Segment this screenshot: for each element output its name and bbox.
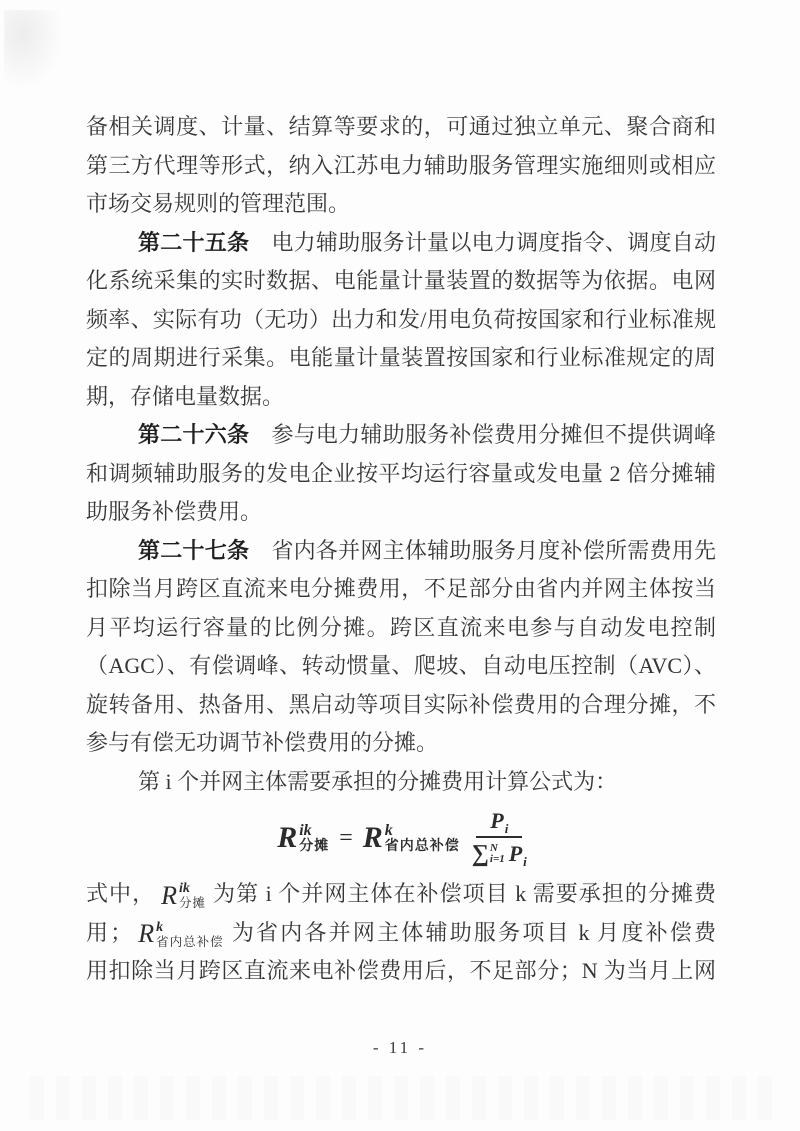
text-line [86, 686, 716, 725]
text-line [86, 378, 716, 417]
denominator-p-base: P [508, 841, 523, 866]
text-line [86, 724, 716, 763]
text-line [86, 339, 716, 378]
inline-math-base: R [161, 880, 177, 910]
body-text: 旋转备用、热备用、黑启动等项目实际补偿费用的合理分摊，不 [86, 691, 716, 717]
body-text: 省内各并网主体辅助服务月度补偿所需费用先 [249, 537, 716, 563]
summation-term [472, 842, 505, 866]
article-heading-text: 第二十六条 [138, 422, 250, 447]
body-text: 市场交易规则的管理范围。 [86, 191, 351, 216]
body-text: 定的周期进行采集。电能量计量装置按国家和行业标准规定的周 [86, 345, 716, 370]
body-text: 第三方代理等形式，纳入江苏电力辅助服务管理实施细则或相应 [86, 152, 716, 178]
body-text: 频率、实际有功（无功）出力和发/用电负荷按国家和行业标准规 [86, 306, 716, 332]
paragraph-lines-after-formula [86, 875, 716, 991]
formula-lhs-subscript: 分摊 [299, 838, 330, 854]
body-text: 为省内各并网主体辅助服务项目 k 月度补偿费 [229, 919, 716, 945]
numerator-p-base: P [490, 808, 504, 833]
sigma-symbol: ∑ [471, 841, 489, 867]
denominator-p-term [508, 841, 527, 869]
formula-rhs-scripts [385, 823, 460, 854]
text-line [86, 914, 716, 953]
numerator-p-subscript: i [504, 821, 509, 836]
inline-math-scripts [179, 882, 206, 910]
body-text: 备相关调度、计量、结算等要求的，可通过独立单元、聚合商和 [86, 114, 716, 139]
scan-artifact-smudge [4, 10, 64, 90]
body-text: 月平均运行容量的比例分摊。跨区直流来电参与自动发电控制 [86, 614, 716, 640]
body-text: 扣除当月跨区直流来电分摊费用，不足部分由省内并网主体按当 [86, 576, 716, 601]
formula-lhs-variable [277, 823, 329, 854]
body-text: 化系统采集的实时数据、电能量计量装置的数据等为依据。电网 [86, 268, 716, 293]
text-line [86, 647, 716, 686]
body-text: 参与电力辅助服务补偿费用分摊但不提供调峰 [249, 422, 716, 447]
share-cost-formula [86, 801, 716, 875]
formula-lhs-base: R [277, 821, 298, 854]
formula-equals-sign: = [339, 824, 353, 851]
inline-math-superscript: ik [179, 881, 190, 897]
formula-rhs-base: R [362, 821, 383, 854]
body-text: 式中， [86, 881, 156, 906]
inline-math-subscript: 省内总补偿 [156, 934, 224, 949]
body-text: 用； [86, 919, 133, 945]
text-line [86, 875, 716, 914]
body-text: 为第 i 个并网主体在补偿项目 k 需要承担的分摊费 [212, 881, 716, 906]
summation-lower-limit: i=1 [489, 853, 505, 865]
formula-fraction-denominator [471, 838, 527, 869]
text-line [86, 763, 716, 802]
article-heading-text: 第二十五条 [138, 229, 250, 255]
page-number: - 11 - [372, 1038, 428, 1057]
body-text: 和调频辅助服务的发电企业按平均运行容量或发电量 2 倍分摊辅 [86, 460, 716, 486]
text-line [86, 532, 716, 571]
body-text: （AGC）、有偿调峰、转动惯量、爬坡、自动电压控制（AVC）、 [86, 653, 716, 678]
numerator-p-term [490, 808, 509, 836]
summation-upper-limit: N [489, 842, 498, 854]
inline-math-scripts [156, 921, 224, 949]
formula-lhs-scripts [299, 823, 329, 854]
summation-limits [490, 843, 505, 865]
body-text: 助服务补偿费用。 [86, 499, 263, 524]
body-text: 电力辅助服务计量以电力调度指令、调度自动 [249, 229, 716, 255]
text-line [86, 609, 716, 648]
text-line [86, 108, 716, 147]
body-text: 期，存储电量数据。 [86, 383, 285, 409]
formula-rhs-subscript: 省内总补偿 [384, 838, 460, 854]
text-line [86, 224, 716, 263]
text-line [86, 416, 716, 455]
text-line [86, 301, 716, 340]
body-text: 参与有偿无功调节补偿费用的分摊。 [86, 730, 439, 755]
text-line [86, 262, 716, 301]
paragraph-lines-before-formula [86, 108, 716, 801]
inline-math-subscript: 分摊 [179, 896, 207, 911]
formula-rhs-variable [363, 823, 460, 854]
inline-math-base: R [138, 919, 155, 949]
inline-math-superscript: k [156, 919, 164, 935]
text-line [86, 952, 716, 991]
document-body [86, 108, 716, 991]
body-text: 用扣除当月跨区直流来电补偿费用后，不足部分；N 为当月上网 [86, 958, 716, 983]
article-heading-text: 第二十七条 [138, 537, 250, 563]
text-line [86, 493, 716, 532]
formula-rhs-superscript: k [384, 821, 393, 839]
formula-fraction [471, 808, 527, 869]
formula-fraction-numerator [476, 810, 522, 838]
denominator-p-subscript: i [523, 854, 527, 869]
text-line [86, 570, 716, 609]
text-line [86, 455, 716, 494]
formula-lhs-superscript: ik [299, 821, 312, 839]
text-line [86, 185, 716, 224]
inline-math-variable [138, 921, 223, 949]
body-text: 第 i 个并网主体需要承担的分摊费用计算公式为： [138, 768, 618, 794]
scan-artifact-band [30, 1076, 780, 1120]
text-line [86, 147, 716, 186]
inline-math-variable [161, 882, 206, 910]
